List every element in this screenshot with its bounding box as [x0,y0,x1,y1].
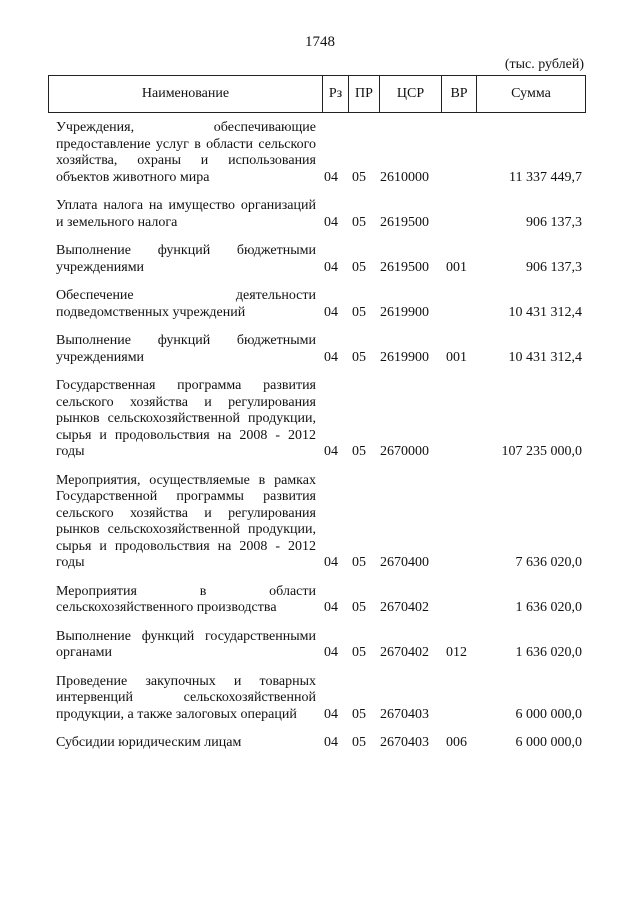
cell-pr: 05 [352,555,366,570]
table-row [56,584,586,617]
cell-rz: 04 [324,645,338,660]
cell-name: Выполнение функций бюджетными учреждениями [56,333,316,365]
cell-rz: 04 [324,349,338,365]
cell-rz: 04 [324,600,338,615]
cell-csr: 2619900 [380,304,429,320]
cell-csr: 2619500 [380,259,429,275]
cell-sum: 7 636 020,0 [515,555,582,570]
cell-csr: 2670400 [380,555,429,570]
cell-csr: 2670403 [380,706,429,722]
cell-sum: 10 431 312,4 [508,349,582,365]
cell-rz: 04 [324,169,338,185]
cell-vr: 001 [446,259,467,275]
cell-pr: 05 [352,169,366,185]
table-row [56,120,586,186]
table-row [56,473,586,572]
cell-pr: 05 [352,444,366,459]
cell-pr: 05 [352,600,366,615]
cell-csr: 2670402 [380,600,429,615]
table-row [56,198,586,231]
units-label: (тыс. рублей) [504,57,584,72]
table-body [56,120,586,764]
cell-name: Государственная программа развития сельского хозяйства и регулирования рынков сельскохозяйственной продукции, сырья и продовольствия на 2008 - 2012 годы [56,378,316,459]
cell-name: Мероприятия, осуществляемые в рамках Государственной программы развития сельского хозяйства и регулирования рынков сельскохозяйственной продукции, сырья и продовольствия на 2008 - 2012 годы [56,472,316,570]
cell-rz: 04 [324,555,338,570]
cell-pr: 05 [352,645,366,660]
cell-rz: 04 [324,304,338,320]
table-header [48,75,586,113]
cell-vr: 012 [446,645,467,660]
cell-name: Мероприятия в области сельскохозяйственного производства [56,583,316,615]
cell-rz: 04 [324,735,338,750]
table-row [56,243,586,276]
cell-name: Субсидии юридическим лицам [56,735,242,750]
cell-pr: 05 [352,735,366,750]
cell-pr: 05 [352,349,366,365]
cell-rz: 04 [324,259,338,275]
table-row [56,333,586,366]
cell-sum: 906 137,3 [526,214,582,230]
table-row [56,674,586,724]
cell-vr: 006 [446,735,467,750]
cell-csr: 2619900 [380,349,429,365]
cell-sum: 11 337 449,7 [509,169,582,185]
header-csr: ЦСР [380,76,442,112]
cell-pr: 05 [352,706,366,722]
cell-sum: 6 000 000,0 [515,735,582,750]
table-row [56,288,586,321]
table-row [56,629,586,662]
cell-csr: 2610000 [380,169,429,185]
cell-pr: 05 [352,304,366,320]
cell-sum: 1 636 020,0 [515,645,582,660]
cell-name: Обеспечение деятельности подведомственных учреждений [56,288,316,320]
cell-sum: 6 000 000,0 [515,706,582,722]
cell-csr: 2670000 [380,444,429,459]
cell-rz: 04 [324,444,338,459]
cell-sum: 107 235 000,0 [501,444,582,459]
cell-name: Выполнение функций государственными органами [56,628,316,660]
cell-pr: 05 [352,214,366,230]
cell-csr: 2670402 [380,645,429,660]
header-vr: ВР [442,76,477,112]
table-row [56,378,586,461]
cell-csr: 2670403 [380,735,429,750]
cell-sum: 1 636 020,0 [515,600,582,615]
cell-sum: 906 137,3 [526,259,582,275]
cell-name: Проведение закупочных и товарных интервенций сельскохозяйственной продукции, а также залоговых операций [56,673,316,722]
cell-vr: 001 [446,349,467,365]
cell-name: Уплата налога на имущество организаций и земельного налога [56,198,316,230]
cell-pr: 05 [352,259,366,275]
page-number: 1748 [305,34,335,50]
cell-name: Выполнение функций бюджетными учреждениями [56,243,316,275]
header-rz: Рз [323,76,349,112]
cell-rz: 04 [324,214,338,230]
header-sum: Сумма [511,86,551,101]
cell-name: Учреждения, обеспечивающие предоставление услуг в области сельского хозяйства, охраны и использования объектов животного мира [56,120,316,185]
header-name: Наименование [49,76,323,112]
cell-csr: 2619500 [380,214,429,230]
cell-rz: 04 [324,706,338,722]
table-row [56,735,586,752]
cell-sum: 10 431 312,4 [508,304,582,320]
header-pr: ПР [349,76,380,112]
